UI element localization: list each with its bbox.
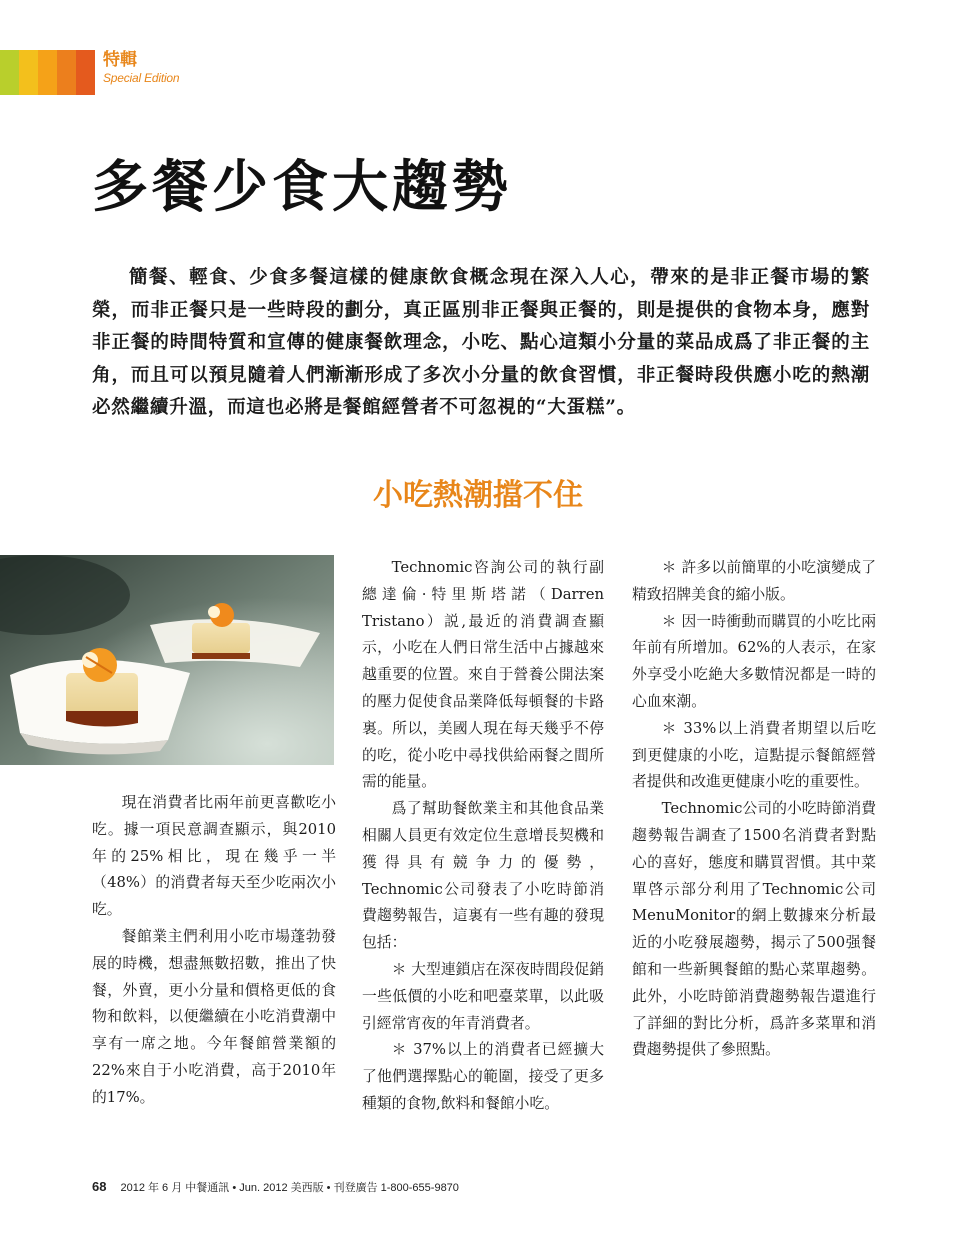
bullet-paragraph: ＊ 37%以上的消費者已經擴大了他們選擇點心的範圍，接受了更多種類的食物,飲料和餐館小吃。 xyxy=(362,1041,604,1112)
color-stripes xyxy=(0,50,95,95)
paragraph: 爲了幫助餐飲業主和其他食品業相關人員更有效定位生意增長契機和獲得具有競争力的優勢，Technomic公司發表了小吃時節消費趨勢報告，這裏有一些有趣的發現包括： xyxy=(362,800,604,952)
page-footer xyxy=(92,1180,459,1195)
text-column-1 xyxy=(92,790,336,1112)
section-label-en: Special Edition xyxy=(103,71,180,85)
stripe-1 xyxy=(0,50,19,95)
pudding-dessert-image xyxy=(0,555,334,765)
bullet-paragraph: ＊ 大型連鎖店在深夜時間段促銷一些低價的小吃和吧臺菜單，以此吸引經常宵夜的年青消費者。 xyxy=(362,960,604,1032)
page-number: 68 xyxy=(92,1179,107,1194)
bullet-paragraph: ＊ 因一時衝動而購買的小吃比兩年前有所增加。62%的人表示，在家外享受小吃絶大多數情況都是一時的心血來潮。 xyxy=(632,612,876,710)
article-title: 多餐少食大趨勢 xyxy=(92,154,512,220)
stripe-5 xyxy=(76,50,95,95)
lead-paragraph: 簡餐、輕食、少食多餐這樣的健康飲食概念現在深入人心，帶來的是非正餐市場的繁榮，而非正餐只是一些時段的劃分，真正區別非正餐與正餐的，則是提供的食物本身，應對非正餐的時間特質和宣傳的健康餐飲理念，小吃、點心這類小分量的菜品成爲了非正餐的主角，而且可以預見隨着人們漸漸形成了多次小分量的飲食習慣，非正餐時段供應小吃的熱潮必然繼續升溫，而這也必將是餐館經營者不可忽視的“大蛋糕”。 xyxy=(92,267,870,418)
paragraph: 餐館業主們利用小吃市場蓬勃發展的時機，想盡無數招數，推出了快餐，外賣，更小分量和價格更低的食物和飲料，以便繼續在小吃消費潮中享有一席之地。今年餐館營業額的22%來自于小吃消費，高于2010年的17%。 xyxy=(92,927,336,1106)
bullet-paragraph: ＊ 許多以前簡單的小吃演變成了精致招牌美食的縮小版。 xyxy=(632,559,876,603)
stripe-4 xyxy=(57,50,76,95)
stripe-2 xyxy=(19,50,38,95)
footer-text: 2012 年 6 月 中餐通訊 • Jun. 2012 美西版 • 刊登廣告 1-800-655-9870 xyxy=(120,1182,459,1194)
text-column-3 xyxy=(632,555,876,1064)
section-label-zh: 特輯 xyxy=(103,50,137,70)
section-tag xyxy=(103,50,179,86)
paragraph: Technomic公司的小吃時節消費趨勢報告調查了1500名消費者對點心的喜好，態度和購買習慣。其中菜單啓示部分利用了Technomic公司MenuMonitor的網上數據來分析最近的小吃發展趨勢，揭示了500强餐館和一些新興餐館的點心菜單趨勢。此外，小吃時節消費趨勢報告還進行了詳細的對比分析，爲許多菜單和消費趨勢提供了參照點。 xyxy=(632,800,876,1059)
paragraph: Technomic咨詢公司的執行副總達倫·特里斯塔諾（Darren Tristano）説,最近的消費調查顯示，小吃在人們日常生活中占據越來越重要的位置。來自于營養公開法案的壓力促使食品業降低每頓餐的卡路裏。所以，美國人現在每天幾乎不停的吃，從小吃中尋找供給兩餐之間所需的能量。 xyxy=(362,559,604,791)
bullet-paragraph: ＊ 33%以上消費者期望以后吃到更健康的小吃，這點提示餐館經營者提供和改進更健康小吃的重要性。 xyxy=(632,719,876,791)
text-column-2 xyxy=(362,555,604,1118)
paragraph: 現在消費者比兩年前更喜歡吃小吃。據一項民意調查顯示，與2010年的25%相比，現在幾乎一半（48%）的消費者每天至少吃兩次小吃。 xyxy=(92,794,336,919)
stripe-3 xyxy=(38,50,57,95)
food-photo xyxy=(0,555,334,765)
section-subheading: 小吃熱潮擋不住 xyxy=(373,478,583,513)
